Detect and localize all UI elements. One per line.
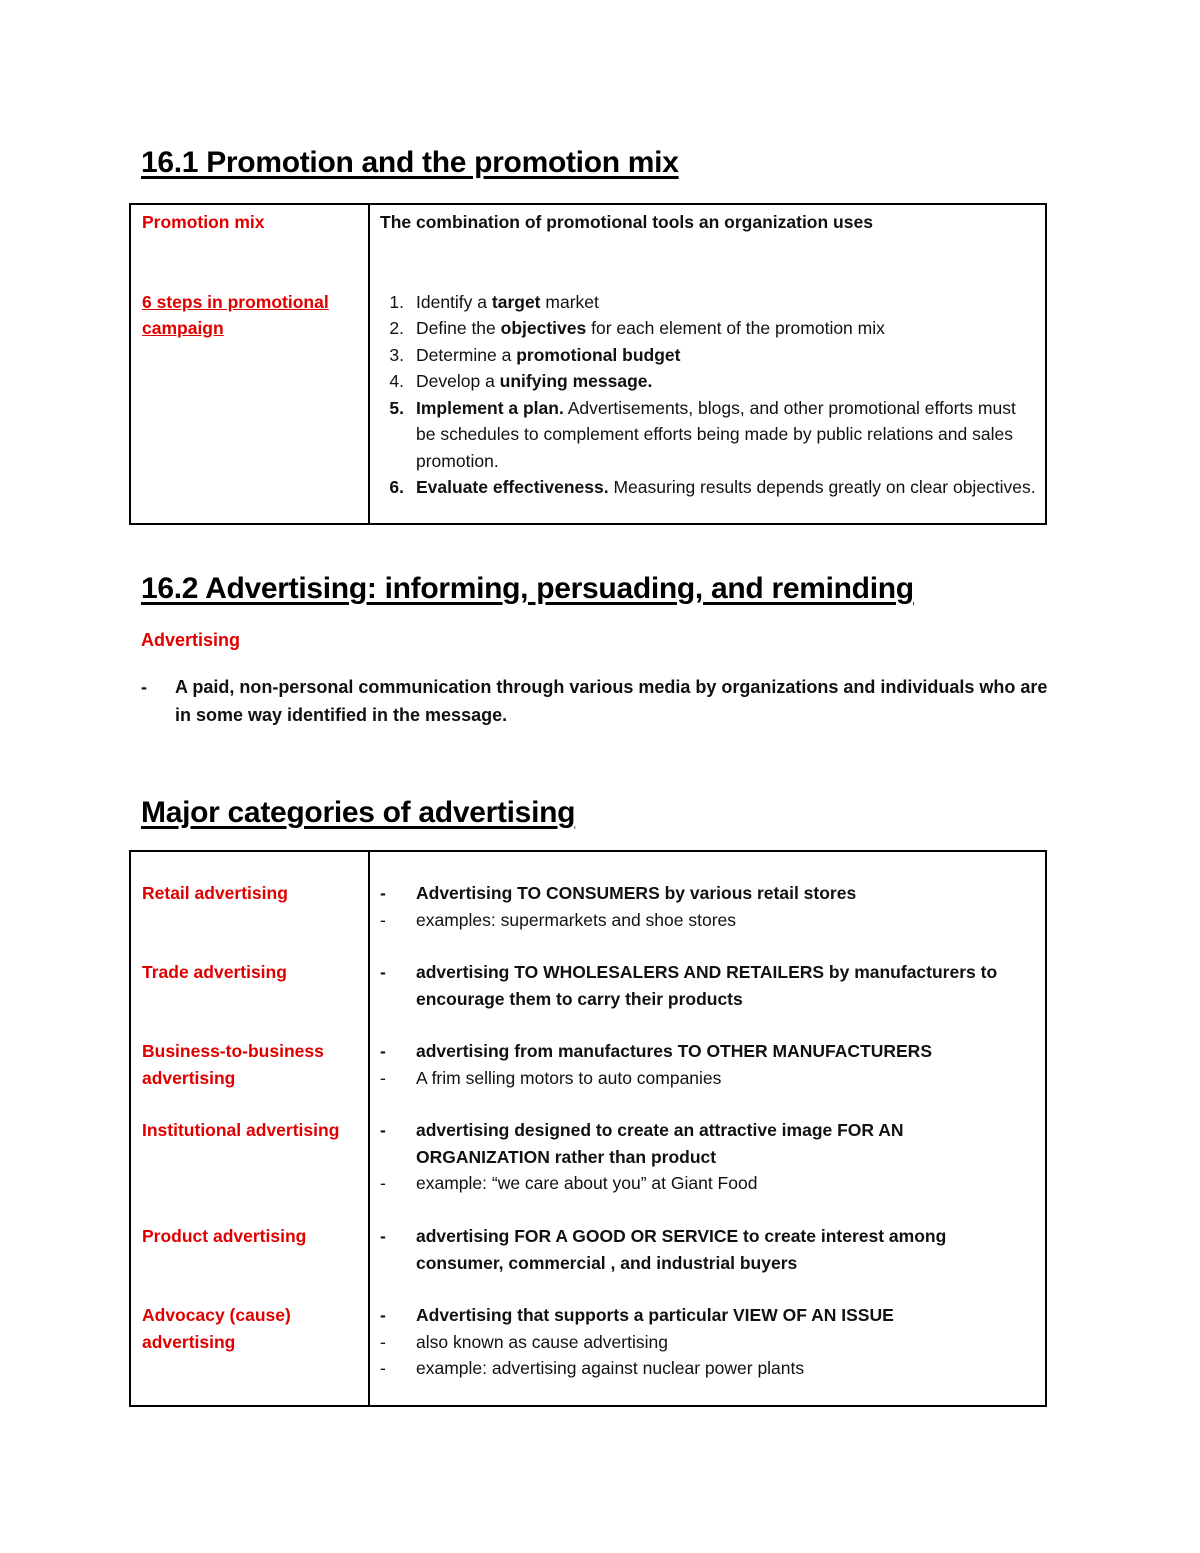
- step-keyword: promotional budget: [516, 344, 681, 365]
- category-items: [380, 880, 1037, 933]
- dash-bullet: -: [380, 1041, 386, 1061]
- list-item: [380, 1038, 1037, 1065]
- step-number: 2.: [389, 318, 404, 338]
- category-items: [380, 1302, 1037, 1382]
- step-number: 6.: [389, 477, 404, 497]
- dash-bullet: -: [380, 883, 386, 903]
- category-term-block: [142, 1038, 362, 1091]
- step-keyword: target: [491, 291, 541, 312]
- term-promotion-mix: Promotion mix: [142, 212, 265, 232]
- item-text: example: “we care about you” at Giant Food: [416, 1173, 758, 1193]
- step-number: 4.: [389, 371, 404, 391]
- step-item: [380, 315, 1037, 342]
- section-heading-major-categories: Major categories of advertising: [141, 796, 576, 829]
- list-item: [380, 1302, 1037, 1329]
- section-heading-promotion-mix: 16.1 Promotion and the promotion mix: [141, 146, 679, 179]
- list-item: [380, 1355, 1037, 1382]
- advertising-definition-text: A paid, non-personal communication through various media by organizations and individuals who are in some way identified in the message.: [175, 677, 1048, 725]
- item-text: advertising designed to create an attractive image FOR AN ORGANIZATION rather than product: [416, 1120, 904, 1167]
- item-text: A frim selling motors to auto companies: [416, 1067, 722, 1088]
- dash-bullet: -: [380, 1173, 386, 1193]
- step-item: [380, 368, 1037, 395]
- category-definition-block: [380, 1117, 1037, 1197]
- step-text: Develop a: [416, 371, 500, 391]
- list-item: [380, 1223, 1037, 1276]
- category-term: Institutional advertising: [142, 1120, 340, 1140]
- table-row: [130, 204, 1046, 524]
- category-term-block: [142, 880, 362, 933]
- definition-promotion-mix: The combination of promotional tools an organization uses: [380, 212, 873, 232]
- term-six-steps: 6 steps in promotional campaign: [142, 291, 329, 338]
- category-term-block: [142, 959, 362, 1012]
- item-text: advertising TO WHOLESALERS AND RETAILERS by manufacturers to encourage them to carry their products: [416, 962, 998, 1009]
- list-item: [380, 1329, 1037, 1356]
- advertising-label: Advertising: [141, 630, 241, 650]
- list-item: [380, 907, 1037, 934]
- dash-bullet: -: [380, 1358, 386, 1378]
- category-term-block: [142, 1117, 362, 1197]
- step-number: 5.: [389, 397, 404, 418]
- dash-bullet: -: [380, 1305, 386, 1325]
- category-items: [380, 1223, 1037, 1276]
- step-item: [380, 395, 1037, 475]
- table-row: [130, 851, 1046, 1406]
- item-text: advertising from manufactures TO OTHER MANUFACTURERS: [416, 1041, 932, 1061]
- step-text: Identify a: [416, 291, 492, 312]
- step-item: [380, 342, 1037, 369]
- category-term: Product advertising: [142, 1226, 307, 1246]
- category-items: [380, 959, 1037, 1012]
- dash-bullet: -: [380, 1226, 386, 1246]
- steps-list: [380, 289, 1037, 501]
- list-item: [380, 959, 1037, 1012]
- list-item: [380, 880, 1037, 907]
- dash-bullet: -: [380, 1331, 386, 1352]
- step-item: [380, 474, 1037, 501]
- item-text: Advertising TO CONSUMERS by various retail stores: [416, 883, 857, 903]
- advertising-categories-table: [129, 850, 1047, 1407]
- category-items: [380, 1038, 1037, 1091]
- item-text: example: advertising against nuclear power plants: [416, 1358, 805, 1378]
- step-text: Advertisements, blogs, and other promotional efforts must be schedules to complement efforts being made by public relations and sales promotion.: [416, 397, 1016, 471]
- category-definition-block: [380, 1038, 1037, 1091]
- term-cell: [130, 851, 369, 1406]
- category-definition-block: [380, 1223, 1037, 1276]
- step-text: Define the: [416, 318, 501, 338]
- category-term: Retail advertising: [142, 883, 288, 903]
- dash-bullet: -: [380, 962, 386, 982]
- category-definition-block: [380, 959, 1037, 1012]
- item-text: advertising FOR A GOOD OR SERVICE to create interest among consumer, commercial , and industrial buyers: [416, 1226, 947, 1273]
- item-text: Advertising that supports a particular VIEW OF AN ISSUE: [416, 1305, 894, 1325]
- term-cell: [130, 204, 369, 524]
- category-term-block: [142, 1223, 362, 1276]
- definition-cell: [369, 851, 1046, 1406]
- step-text: market: [540, 291, 599, 312]
- list-item: [380, 1117, 1037, 1170]
- definition-cell: [369, 204, 1046, 524]
- category-term: Advocacy (cause) advertising: [142, 1305, 291, 1352]
- step-text: for each element of the promotion mix: [586, 318, 885, 338]
- section-heading-advertising: 16.2 Advertising: informing, persuading, and reminding: [141, 572, 914, 605]
- step-number: 3.: [389, 344, 404, 365]
- category-definition-block: [380, 880, 1037, 933]
- dash-bullet: -: [380, 909, 386, 930]
- category-term: Trade advertising: [142, 962, 287, 982]
- promotion-mix-table: [129, 203, 1047, 525]
- step-keyword: Evaluate effectiveness.: [416, 477, 609, 497]
- advertising-definition: [141, 673, 1061, 729]
- step-number: 1.: [389, 291, 404, 312]
- list-item: [380, 1170, 1037, 1197]
- dash-bullet: -: [380, 1067, 386, 1088]
- item-text: also known as cause advertising: [416, 1331, 668, 1352]
- item-text: examples: supermarkets and shoe stores: [416, 909, 737, 930]
- dash-bullet: -: [141, 677, 147, 697]
- step-text: Measuring results depends greatly on clear objectives.: [608, 477, 1036, 497]
- step-keyword: Implement a plan.: [416, 397, 564, 418]
- step-keyword: objectives: [500, 318, 587, 338]
- category-term-block: [142, 1302, 362, 1382]
- category-definition-block: [380, 1302, 1037, 1382]
- list-item: [380, 1065, 1037, 1092]
- step-item: [380, 289, 1037, 316]
- category-items: [380, 1117, 1037, 1197]
- step-keyword: unifying message.: [499, 371, 653, 391]
- category-term: Business-to-business advertising: [142, 1041, 324, 1088]
- step-text: Determine a: [416, 344, 517, 365]
- dash-bullet: -: [380, 1120, 386, 1140]
